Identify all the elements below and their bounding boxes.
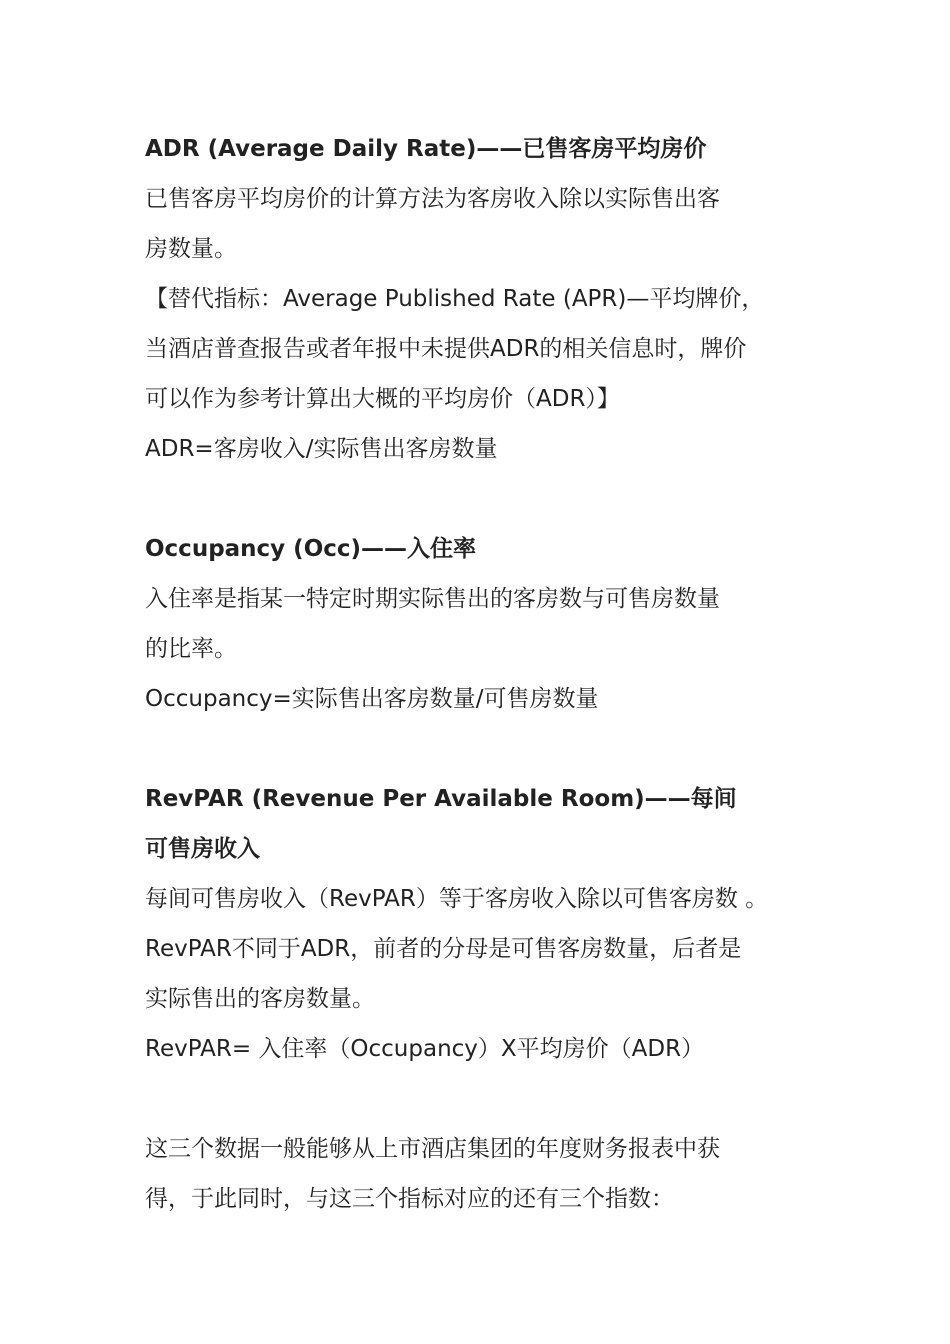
section-heading-revpar-cont: 可售房收入 <box>145 836 260 862</box>
paragraph-line: 房数量。 <box>145 236 237 262</box>
section-summary <box>145 1124 835 1224</box>
section-adr <box>145 124 835 474</box>
paragraph-line: RevPAR不同于ADR，前者的分母是可售客房数量，后者是 <box>145 936 742 962</box>
paragraph-line: 每间可售房收入（RevPAR）等于客房收入除以可售客房数 。 <box>145 886 769 912</box>
blank-line <box>145 1074 835 1124</box>
paragraph-line: 当酒店普查报告或者年报中未提供ADR的相关信息时，牌价 <box>145 336 747 362</box>
paragraph-line: 得，于此同时，与这三个指标对应的还有三个指数： <box>145 1186 674 1212</box>
formula-line: ADR=客房收入/实际售出客房数量 <box>145 436 498 462</box>
formula-line: RevPAR= 入住率（Occupancy）X平均房价（ADR） <box>145 1036 705 1062</box>
document-page <box>145 124 835 1224</box>
paragraph-line: 这三个数据一般能够从上市酒店集团的年度财务报表中获 <box>145 1136 720 1162</box>
section-occupancy <box>145 524 835 724</box>
section-heading-occupancy: Occupancy (Occ)——入住率 <box>145 536 477 562</box>
paragraph-line: 的比率。 <box>145 636 237 662</box>
blank-line <box>145 724 835 774</box>
paragraph-line: 【替代指标：Average Published Rate (APR)—平均牌价， <box>145 286 765 312</box>
section-heading-revpar: RevPAR (Revenue Per Available Room)——每间 <box>145 786 737 812</box>
blank-line <box>145 474 835 524</box>
formula-line: Occupancy=实际售出客房数量/可售房数量 <box>145 686 599 712</box>
paragraph-line: 已售客房平均房价的计算方法为客房收入除以实际售出客 <box>145 186 720 212</box>
section-heading-adr: ADR (Average Daily Rate)——已售客房平均房价 <box>145 136 707 162</box>
paragraph-line: 实际售出的客房数量。 <box>145 986 375 1012</box>
section-revpar <box>145 774 835 1074</box>
paragraph-line: 入住率是指某一特定时期实际售出的客房数与可售房数量 <box>145 586 720 612</box>
paragraph-line: 可以作为参考计算出大概的平均房价（ADR）】 <box>145 386 620 412</box>
